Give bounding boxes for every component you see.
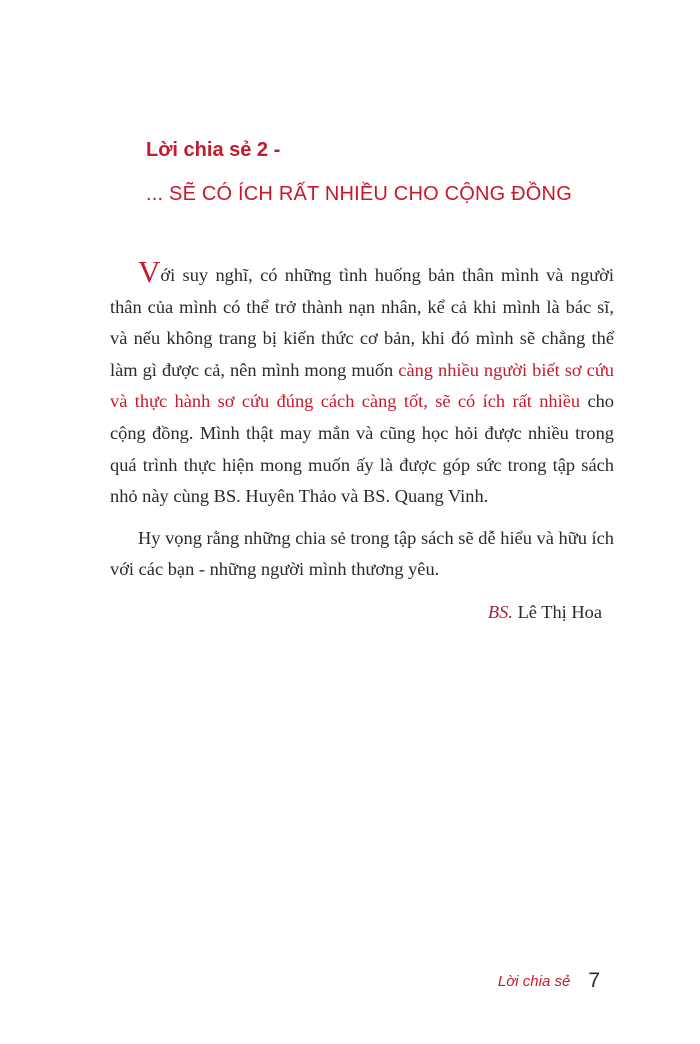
drop-cap: V (138, 254, 161, 289)
signature (330, 598, 602, 626)
page-footer (380, 966, 600, 996)
signature-name: Lê Thị Hoa (517, 602, 602, 622)
paragraph-1-text-start: ới suy nghĩ, có những tình huống bản thân mình và người thân của mình có thể trở thành nạn nhân, kể cả khi mình là bác sĩ, và nếu không trang bị kiến thức cơ bản, khi đó mình sẽ chẳng thể làm gì được cả, nên mình mong muốn (110, 265, 614, 380)
paragraph-1-text-end: cho cộng đồng. Mình thật may mắn và cũng học hỏi được nhiều trong quá trình thực hiện mong muốn ấy là được góp sức trong tập sách nhỏ này cùng BS. Huyên Thảo và BS. Quang Vinh. (110, 391, 614, 507)
paragraph-2: Hy vọng rằng những chia sẻ trong tập sách sẽ dễ hiểu và hữu ích với các bạn - những người mình thương yêu. (110, 527, 614, 580)
highlighted-phrase: càng nhiều người biết sơ cứu và thực hành sơ cứu đúng cách càng tốt, sẽ có ích rất nhiều (110, 359, 615, 412)
body-text (110, 254, 615, 596)
running-footer-label: Lời chia sẻ (497, 972, 571, 990)
paragraph-1 (110, 254, 615, 513)
chapter-subtitle: ... SẼ CÓ ÍCH RẤT NHIỀU CHO CỘNG ĐỒNG (146, 183, 572, 205)
page-number: 7 (588, 969, 600, 992)
chapter-title: Lời chia sẻ 2 - (146, 139, 281, 161)
chapter-heading (146, 136, 616, 208)
signature-title: BS. (487, 602, 513, 622)
